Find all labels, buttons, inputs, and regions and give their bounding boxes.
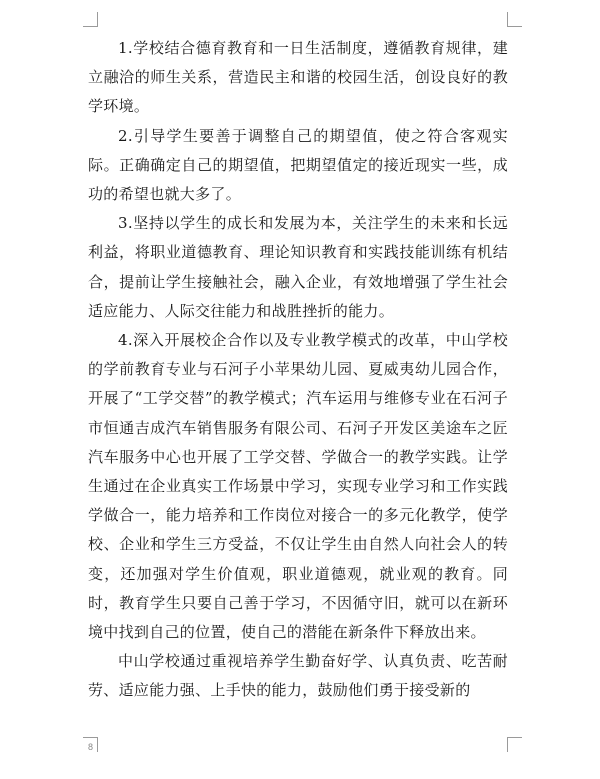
page-number: 8 [88, 742, 94, 752]
paragraph-2: 2.引导学生要善于调整自己的期望值，使之符合客观实际。正确确定自己的期望值，把期望值定的接近现实一些，成功的希望也就大多了。 [88, 126, 508, 204]
margin-corner-top-left [83, 12, 98, 27]
paragraph-3: 3.坚持以学生的成长和发展为本，关注学生的未来和长远利益，将职业道德教育、理论知识教育和实践技能训练有机结合，提前让学生接触社会，融入企业，有效地增强了学生社会适应能力、人际交往能力和战胜挫折的能力。 [88, 214, 508, 320]
paragraph-1: 1.学校结合德育教育和一日生活制度，遵循教育规律，建立融洽的师生关系，营造民主和谐的校园生活，创设良好的教学环境。 [88, 39, 508, 116]
margin-corner-bottom-right [507, 737, 522, 752]
body-text [88, 34, 508, 706]
margin-corner-top-right [507, 12, 522, 27]
paragraph-4: 4.深入开展校企合作以及专业教学模式的改革，中山学校的学前教育专业与石河子小苹果幼儿园、夏威夷幼儿园合作，开展了“工学交替”的教学模式；汽车运用与维修专业在石河子市恒通吉成汽车销售服务有限公司、石河子开发区美途车之匠汽车服务中心也开展了工学交替、学做合一的教学实践。让学生通过在企业真实工作场景中学习，实现专业学习和工作实践学做合一，能力培养和工作岗位对接合一的多元化教学，使学校、企业和学生三方受益，不仅让学生由自然人向社会人的转变，还加强对学生价值观，职业道德观，就业观的教育。同时，教育学生只要自己善于学习，不因循守旧，就可以在新环境中找到自己的位置，使自己的潜能在新条件下释放出来。 [88, 331, 508, 642]
paragraph-5: 中山学校通过重视培养学生勤奋好学、认真负责、吃苦耐劳、适应能力强、上手快的能力，鼓励他们勇于接受新的 [88, 652, 508, 700]
